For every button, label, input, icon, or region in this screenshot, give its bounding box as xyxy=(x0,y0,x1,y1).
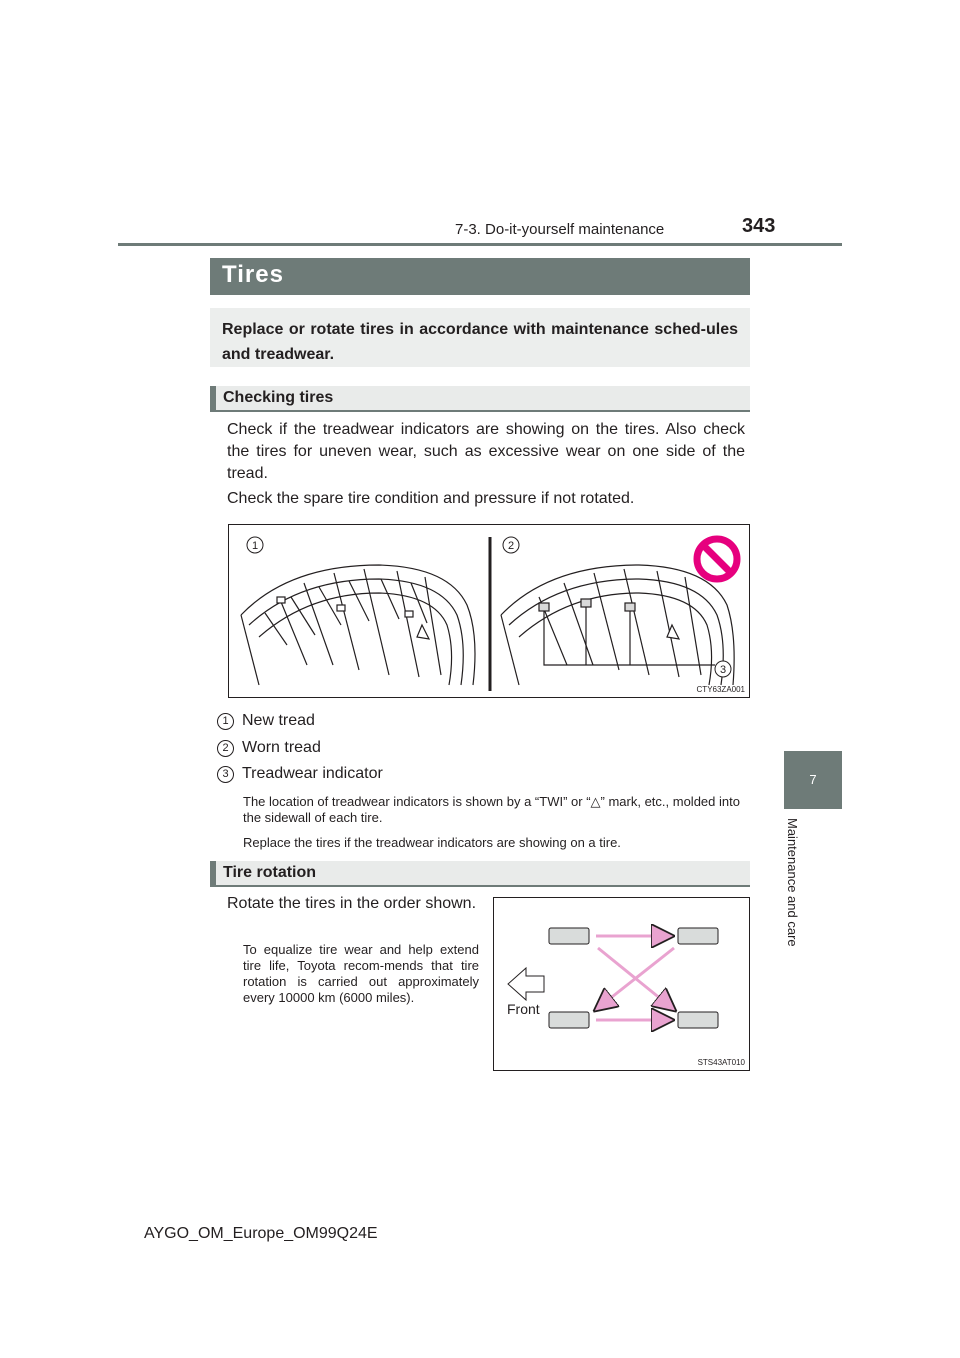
tire-rotation-heading xyxy=(210,861,750,887)
svg-text:2: 2 xyxy=(507,540,515,552)
checking-tires-heading-text: Checking tires xyxy=(223,389,334,406)
checking-para-2: Check the spare tire condition and pressure if not rotated. xyxy=(227,490,635,507)
callout-2-icon xyxy=(503,537,519,553)
legend-label: Treadwear indicator xyxy=(242,765,383,782)
legend-num: 1 xyxy=(217,713,234,730)
new-tread-tire xyxy=(241,565,475,685)
treadwear-note-1: The location of treadwear indicators is shown by a “TWI” or “△” mark, etc., molded into the sidewall of each tire. xyxy=(243,794,740,825)
document-id: AYGO_OM_Europe_OM99Q24E xyxy=(144,1225,378,1242)
header-rule xyxy=(118,243,842,246)
svg-text:3: 3 xyxy=(719,664,727,676)
tire-rear-left xyxy=(678,928,718,944)
rotation-para: Rotate the tires in the order shown. xyxy=(227,895,477,912)
callout-3-icon xyxy=(715,661,731,677)
legend-label: New tread xyxy=(242,712,315,729)
chapter-tab: 7 xyxy=(784,751,842,809)
worn-tread-tire xyxy=(501,565,734,685)
front-label: Front xyxy=(507,1001,540,1017)
legend-item-worn-tread xyxy=(217,739,417,759)
legend-num: 3 xyxy=(217,766,234,783)
section-header: 7-3. Do-it-yourself maintenance xyxy=(455,221,665,238)
tire-rear-right xyxy=(678,1012,718,1028)
tread-figure xyxy=(228,524,750,698)
checking-tires-heading xyxy=(210,386,750,412)
legend-label: Worn tread xyxy=(242,739,321,756)
rotation-figure xyxy=(493,897,750,1071)
prohibited-icon xyxy=(697,539,737,579)
tread-illustration xyxy=(229,525,749,697)
page-number: 343 xyxy=(742,215,776,237)
legend-item-treadwear-indicator xyxy=(217,765,417,785)
rotation-arrows xyxy=(596,936,674,1020)
legend-num: 2 xyxy=(217,740,234,757)
svg-text:1: 1 xyxy=(251,540,259,552)
legend-item-new-tread xyxy=(217,712,417,732)
tire-front-left xyxy=(549,928,589,944)
page-title-bar xyxy=(210,258,750,295)
chapter-label-text: Maintenance and care xyxy=(785,818,800,947)
callout-1-icon xyxy=(247,537,263,553)
tread-figure-code: CTY63ZA001 xyxy=(696,685,745,694)
tire-rotation-heading-text: Tire rotation xyxy=(223,864,317,881)
rotation-note: To equalize tire wear and help extend tire life, Toyota recom-mends that tire rotation is carried out approximately every 10000 km (6000 miles). xyxy=(243,942,479,1005)
page-title: Tires xyxy=(222,261,284,288)
chapter-side-label xyxy=(782,818,802,968)
heading-accent xyxy=(210,861,216,887)
tire-front-right xyxy=(549,1012,589,1028)
checking-para-1: Check if the treadwear indicators are showing on the tires. Also check the tires for uneven wear, such as excessive wear on one side of the tread. xyxy=(227,421,745,482)
rotation-diagram xyxy=(494,898,749,1070)
intro-text: Replace or rotate tires in accordance with maintenance sched-ules and treadwear. xyxy=(222,321,738,363)
heading-accent xyxy=(210,386,216,412)
intro-box xyxy=(210,308,750,367)
rotation-figure-code: STS43AT010 xyxy=(697,1058,745,1067)
treadwear-note-2: Replace the tires if the treadwear indicators are showing on a tire. xyxy=(243,835,621,850)
front-arrow-icon xyxy=(508,968,544,1000)
